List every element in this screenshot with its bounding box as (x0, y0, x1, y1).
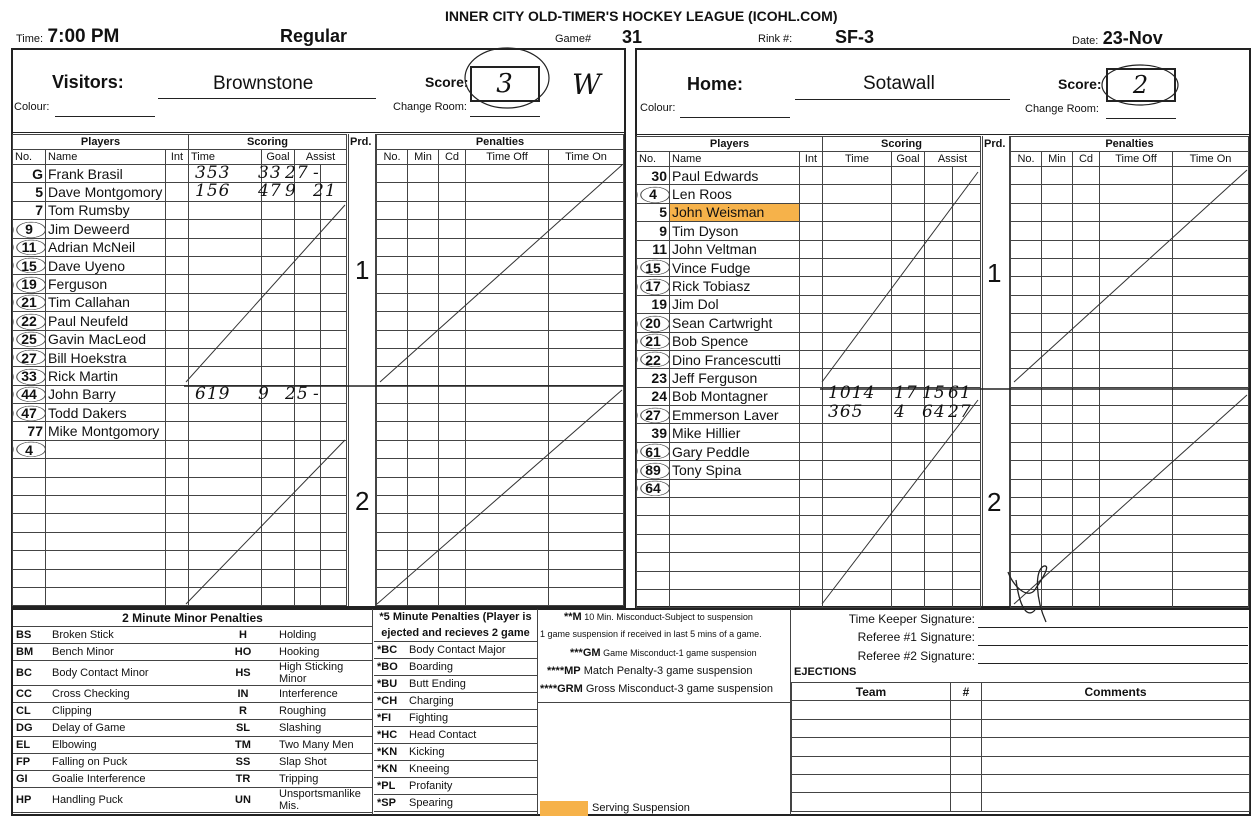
home-score: 2 (1132, 71, 1150, 99)
scoring-goal: 17 (894, 383, 918, 403)
player-name: Emmerson Laver (670, 406, 800, 424)
minor-d1: Bench Minor (49, 644, 210, 661)
player-number: 44 (13, 385, 46, 403)
player-number: 33 (13, 367, 46, 385)
player-name: Bob Montagner (670, 387, 800, 405)
visitors-colour-label: Colour: (14, 101, 50, 113)
mp-code: ****MP (547, 665, 581, 677)
major-c: *CH (374, 693, 406, 710)
major-penalty-legend (374, 609, 537, 812)
blank-cell (951, 756, 982, 774)
minor-d1: Broken Stick (49, 627, 210, 644)
player-name: Vince Fudge (670, 258, 800, 276)
minor-penalty-row (13, 720, 372, 737)
major-penalty-row (374, 693, 537, 710)
major-title-1: *5 Minute Penalties (Player is (379, 611, 532, 623)
minor-title: 2 Minute Minor Penalties (13, 609, 372, 627)
ejection-row (792, 793, 1250, 811)
player-name: John Veltman (670, 240, 800, 258)
col-assist: Assist (295, 150, 347, 165)
player-number: 15 (13, 256, 46, 274)
major-penalty-row (374, 795, 537, 812)
penalties-header: Penalties (377, 135, 624, 150)
minor-c1: FP (13, 754, 49, 771)
blank-cell (951, 719, 982, 737)
scoring-assist2: - (313, 163, 320, 183)
home-penalties-header: Penalties (1011, 137, 1249, 152)
player-number: 30 (637, 167, 670, 185)
home-pen-col-cd: Cd (1073, 152, 1100, 167)
visitors-period-1: 1 (355, 255, 370, 285)
player-name: Gavin MacLeod (46, 330, 166, 348)
player-name: Paul Neufeld (46, 312, 166, 330)
minor-d2: Hooking (276, 644, 372, 661)
home-pen-col-time-off: Time Off (1100, 152, 1173, 167)
minor-c1: EL (13, 737, 49, 754)
m-code: **M (564, 611, 582, 623)
player-number: 27 (637, 406, 670, 424)
major-d: Charging (406, 693, 537, 710)
minor-c2: TM (210, 737, 276, 754)
visitors-score-label: Score: (425, 74, 469, 90)
ejection-row (792, 738, 1250, 756)
minor-d2: Holding (276, 627, 372, 644)
major-c: *BC (374, 642, 406, 659)
scoring-goal: 47 (258, 181, 282, 201)
rink-value: SF-3 (835, 27, 875, 47)
player-name: Adrian McNeil (46, 238, 166, 256)
home-period-2: 2 (987, 487, 1002, 517)
blank-cell (982, 774, 1250, 792)
home-players-header: Players (637, 137, 823, 152)
player-name: Rick Martin (46, 367, 166, 385)
minor-d1: Cross Checking (49, 686, 210, 703)
minor-c2: R (210, 703, 276, 720)
player-name: Jim Deweerd (46, 220, 166, 238)
major-c: *SP (374, 795, 406, 812)
minor-penalty-row (13, 754, 372, 771)
major-c: *PL (374, 778, 406, 795)
home-colour-label: Colour: (640, 102, 676, 114)
blank-cell (982, 701, 1250, 719)
ejections-num-header: # (951, 683, 982, 701)
ejection-row (792, 756, 1250, 774)
major-penalty-row (374, 676, 537, 693)
visitors-score: 3 (496, 69, 514, 99)
major-penalty-row (374, 659, 537, 676)
major-d: Spearing (406, 795, 537, 812)
major-c: *BU (374, 676, 406, 693)
minor-c2: HO (210, 644, 276, 661)
player-number: 47 (13, 404, 46, 422)
scoring-goal: 9 (258, 384, 270, 404)
minor-c2: SS (210, 754, 276, 771)
minor-c1: GI (13, 771, 49, 788)
player-number: 11 (13, 238, 46, 256)
pen-col-min: Min (408, 150, 439, 165)
ejections-comments-header: Comments (982, 683, 1250, 701)
player-name: Rick Tobiasz (670, 277, 800, 295)
minor-d2: Tripping (276, 771, 372, 788)
player-number: 9 (637, 222, 670, 240)
home-period-1: 1 (987, 258, 1002, 288)
player-number: 4 (13, 440, 46, 458)
referee2-signature-label: Referee #2 Signature: (857, 649, 975, 663)
player-name: Todd Dakers (46, 404, 166, 422)
date-value: 23-Nov (1102, 28, 1163, 48)
player-name: Dave Uyeno (46, 256, 166, 274)
home-scoring-header: Scoring (823, 137, 981, 152)
home-col-goal: Goal (892, 152, 925, 167)
visitors-period-2: 2 (355, 486, 370, 516)
visitors-prd-header: Prd. (350, 136, 372, 148)
col-goal: Goal (262, 150, 295, 165)
major-title-2: ejected and recieves 2 game (374, 625, 537, 642)
player-name: Tony Spina (670, 461, 800, 479)
major-d: Body Contact Major (406, 642, 537, 659)
major-d: Fighting (406, 710, 537, 727)
home-col-no: No. (637, 152, 670, 167)
pen-col-no: No. (377, 150, 408, 165)
scoring-assist1: 64 (922, 402, 946, 422)
pen-col-cd: Cd (439, 150, 466, 165)
minor-d2: High Sticking Minor (276, 661, 372, 686)
major-c: *BO (374, 659, 406, 676)
player-number: 19 (13, 275, 46, 293)
major-penalty-row (374, 642, 537, 659)
minor-d1: Elbowing (49, 737, 210, 754)
time-label: Time: (16, 33, 44, 45)
home-col-int: Int (800, 152, 823, 167)
blank-cell (792, 738, 951, 756)
player-name: Sean Cartwright (670, 314, 800, 332)
minor-c1: CC (13, 686, 49, 703)
player-number: 21 (637, 332, 670, 350)
minor-d1: Body Contact Minor (49, 661, 210, 686)
major-c: *KN (374, 744, 406, 761)
suspension-swatch (540, 801, 588, 816)
minor-c2: UN (210, 788, 276, 813)
scoring-assist1: 25 (285, 384, 309, 404)
player-number: 89 (637, 461, 670, 479)
minor-d1: Delay of Game (49, 720, 210, 737)
blank-cell (982, 756, 1250, 774)
minor-penalty-row (13, 686, 372, 703)
scoring-header: Scoring (189, 135, 347, 150)
player-name: Mike Hillier (670, 424, 800, 442)
player-name: Dino Francescutti (670, 350, 800, 368)
scoring-time: 353 (195, 163, 231, 183)
minor-c2: TR (210, 771, 276, 788)
player-number: 5 (637, 203, 670, 221)
gm-desc: Game Misconduct-1 game suspension (603, 648, 757, 658)
minor-c1: BS (13, 627, 49, 644)
mp-desc: Match Penalty-3 game suspension (583, 665, 753, 677)
serving-suspension-label: Serving Suspension (592, 802, 690, 814)
minor-d2: Two Many Men (276, 737, 372, 754)
scoring-assist2: 21 (313, 181, 337, 201)
ejection-row (792, 774, 1250, 792)
scoring-goal: 33 (258, 163, 282, 183)
pen-col-time-on: Time On (549, 150, 624, 165)
minor-d2: Slashing (276, 720, 372, 737)
major-d: Profanity (406, 778, 537, 795)
timekeeper-signature-label: Time Keeper Signature: (848, 612, 975, 626)
blank-cell (951, 738, 982, 756)
minor-c1: DG (13, 720, 49, 737)
blank-cell (792, 719, 951, 737)
visitors-result-mark: W (572, 68, 602, 101)
scoring-goal: 4 (894, 402, 906, 422)
minor-penalty-row (13, 737, 372, 754)
blank-cell (951, 793, 982, 811)
scoring-assist1: 15 (922, 383, 946, 403)
minor-c2: H (210, 627, 276, 644)
col-name: Name (46, 150, 166, 165)
col-time: Time (189, 150, 262, 165)
player-number: 25 (13, 330, 46, 348)
minor-penalty-legend (13, 609, 372, 813)
home-pen-col-no: No. (1011, 152, 1042, 167)
ejections-table (791, 682, 1250, 812)
player-number: 19 (637, 295, 670, 313)
player-name: Mike Montgomory (46, 422, 166, 440)
major-d: Kneeing (406, 761, 537, 778)
major-d: Butt Ending (406, 676, 537, 693)
player-number: 39 (637, 424, 670, 442)
minor-c2: IN (210, 686, 276, 703)
player-number: 15 (637, 258, 670, 276)
minor-c1: HP (13, 788, 49, 813)
player-name: Tim Dyson (670, 222, 800, 240)
player-number: 27 (13, 348, 46, 366)
minor-c2: SL (210, 720, 276, 737)
player-name: Dave Montgomory (46, 183, 166, 201)
scoring-assist1: 27 (285, 163, 309, 183)
minor-c1: BM (13, 644, 49, 661)
player-number: 24 (637, 387, 670, 405)
major-c: *HC (374, 727, 406, 744)
blank-cell (792, 793, 951, 811)
player-number: 21 (13, 293, 46, 311)
minor-penalty-row (13, 771, 372, 788)
visitors-label: Visitors: (52, 72, 124, 92)
major-c: *KN (374, 761, 406, 778)
player-number: 61 (637, 442, 670, 460)
major-c: *FI (374, 710, 406, 727)
referee1-signature-label: Referee #1 Signature: (857, 630, 975, 644)
minor-d2: Interference (276, 686, 372, 703)
game-label: Game# (555, 33, 592, 45)
blank-cell (982, 738, 1250, 756)
game-type: Regular (280, 26, 348, 46)
scoring-time: 619 (195, 384, 231, 404)
player-number: 4 (637, 185, 670, 203)
blank-cell (982, 719, 1250, 737)
home-pen-col-time-on: Time On (1173, 152, 1249, 167)
player-number: 77 (13, 422, 46, 440)
scoring-assist2: 27 (948, 402, 972, 422)
minor-d1: Clipping (49, 703, 210, 720)
player-name: Len Roos (670, 185, 800, 203)
major-penalty-row (374, 778, 537, 795)
minor-d2: Roughing (276, 703, 372, 720)
pen-col-time-off: Time Off (466, 150, 549, 165)
ejections-title: EJECTIONS (794, 666, 857, 678)
player-name: Gary Peddle (670, 442, 800, 460)
blank-cell (982, 793, 1250, 811)
scoring-assist2: 61 (948, 383, 972, 403)
minor-d1: Falling on Puck (49, 754, 210, 771)
player-number: 5 (13, 183, 46, 201)
game-number: 31 (622, 27, 643, 47)
player-name: John Barry (46, 385, 166, 403)
minor-c2: HS (210, 661, 276, 686)
date-label: Date: (1072, 35, 1099, 47)
grm-desc: Gross Misconduct-3 game suspension (585, 683, 773, 695)
player-number: 20 (637, 314, 670, 332)
minor-d2: Unsportsmanlike Mis. (276, 788, 372, 813)
player-name: Ferguson (46, 275, 166, 293)
major-penalty-row (374, 761, 537, 778)
blank-cell (792, 701, 951, 719)
minor-d1: Handling Puck (49, 788, 210, 813)
player-number: 64 (637, 479, 670, 497)
rink-label: Rink #: (758, 33, 793, 45)
player-name: Bob Spence (670, 332, 800, 350)
player-name: Tom Rumsby (46, 201, 166, 219)
time-value: 7:00 PM (47, 26, 120, 47)
player-name: Jeff Ferguson (670, 369, 800, 387)
home-col-assist: Assist (925, 152, 981, 167)
m-desc-2: 1 game suspension if received in last 5 mins of a game. (540, 629, 762, 639)
league-title: INNER CITY OLD-TIMER'S HOCKEY LEAGUE (ICOHL.COM) (445, 8, 838, 24)
minor-c1: CL (13, 703, 49, 720)
home-col-time: Time (823, 152, 892, 167)
misconduct-legend (540, 611, 790, 701)
home-prd-header: Prd. (984, 138, 1006, 150)
scoring-time: 1014 (828, 383, 876, 403)
player-number: 7 (13, 201, 46, 219)
minor-d1: Goalie Interference (49, 771, 210, 788)
gm-code: ***GM (570, 647, 601, 659)
major-d: Boarding (406, 659, 537, 676)
minor-penalty-row (13, 788, 372, 813)
minor-penalty-row (13, 703, 372, 720)
minor-penalty-row (13, 644, 372, 661)
home-change-room-label: Change Room: (1025, 103, 1099, 115)
player-number: G (13, 165, 46, 183)
home-score-label: Score: (1058, 76, 1102, 92)
ejection-row (792, 701, 1250, 719)
blank-cell (951, 701, 982, 719)
minor-d2: Slap Shot (276, 754, 372, 771)
scoring-assist2: - (313, 384, 320, 404)
home-pen-col-min: Min (1042, 152, 1073, 167)
player-name: Jim Dol (670, 295, 800, 313)
player-name: Bill Hoekstra (46, 348, 166, 366)
scoring-assist1: 9 (285, 181, 297, 201)
major-penalty-row (374, 710, 537, 727)
blank-cell (792, 756, 951, 774)
major-d: Kicking (406, 744, 537, 761)
player-number: 17 (637, 277, 670, 295)
blank-cell (792, 774, 951, 792)
player-name: John Weisman (670, 203, 800, 221)
minor-c1: BC (13, 661, 49, 686)
player-name: Paul Edwards (670, 167, 800, 185)
major-penalty-row (374, 744, 537, 761)
player-name: Tim Callahan (46, 293, 166, 311)
col-no: No. (13, 150, 46, 165)
ejections-team-header: Team (792, 683, 951, 701)
scoring-time: 156 (195, 181, 231, 201)
players-header: Players (13, 135, 189, 150)
grm-code: ****GRM (540, 683, 583, 695)
player-number: 22 (637, 350, 670, 368)
major-penalty-row (374, 727, 537, 744)
home-team: Sotawall (863, 73, 935, 94)
col-int: Int (166, 150, 189, 165)
m-desc: 10 Min. Misconduct-Subject to suspension (584, 612, 753, 622)
scoring-time: 365 (828, 402, 864, 422)
player-number: 9 (13, 220, 46, 238)
visitors-change-room-label: Change Room: (393, 101, 467, 113)
home-label: Home: (687, 74, 744, 94)
home-col-name: Name (670, 152, 800, 167)
blank-cell (951, 774, 982, 792)
major-d: Head Contact (406, 727, 537, 744)
player-number: 11 (637, 240, 670, 258)
player-name: Frank Brasil (46, 165, 166, 183)
visitors-team: Brownstone (213, 73, 314, 94)
minor-penalty-row (13, 661, 372, 686)
ejection-row (792, 719, 1250, 737)
player-number: 22 (13, 312, 46, 330)
player-number: 23 (637, 369, 670, 387)
minor-penalty-row (13, 627, 372, 644)
